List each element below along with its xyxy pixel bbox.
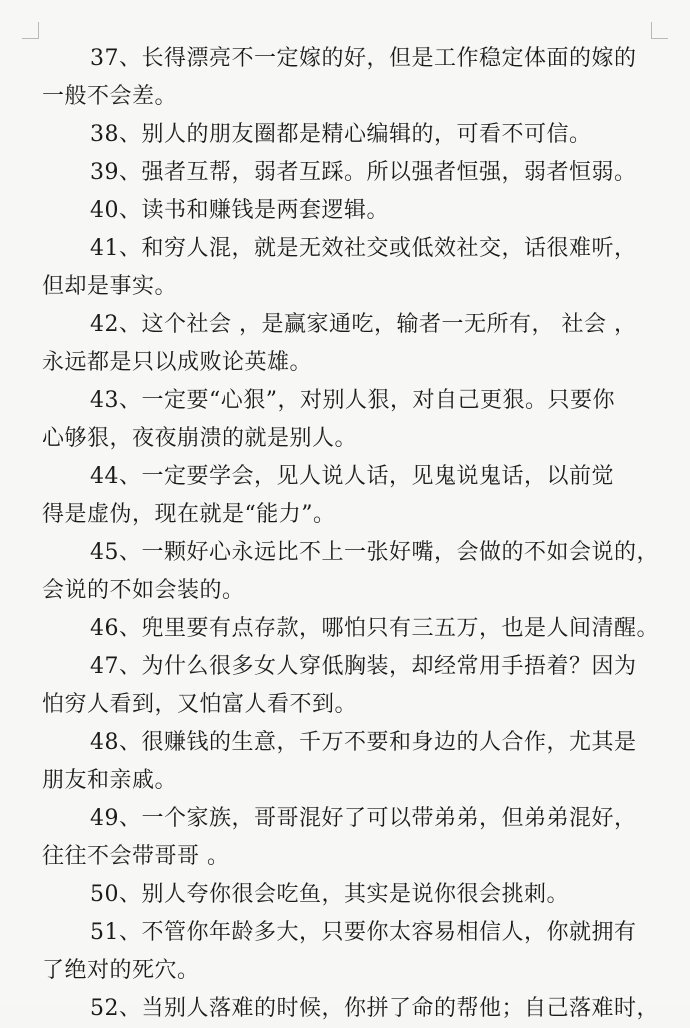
list-item-line: 43、一定要“心狠”，对别人狠，对自己更狠。只要你 (90, 388, 615, 413)
list-item (42, 154, 642, 192)
list-item-line: 永远都是只以成败论英雄。 (42, 350, 313, 375)
list-item-line: 47、为什么很多女人穿低胸装，却经常用手捂着？因为 (90, 654, 637, 679)
list-item (42, 876, 642, 914)
list-item-line: 但却是事实。 (42, 274, 178, 299)
list-item-line: 44、一定要学会，见人说人话，见鬼说鬼话，以前觉 (90, 464, 614, 489)
list-item-line: 46、兜里要有点存款，哪怕只有三五万，也是人间清醒。 (90, 616, 659, 641)
list-item (42, 230, 642, 306)
list-item-line: 朋友和亲戚。 (42, 768, 178, 793)
list-item-line: 49、一个家族，哥哥混好了可以带弟弟，但弟弟混好， (90, 806, 637, 831)
list-item (42, 382, 642, 458)
page-corner-mark-left (22, 22, 39, 39)
list-item (42, 990, 659, 1028)
list-item (42, 914, 642, 990)
list-item (42, 116, 642, 154)
list-item-line: 52、当别人落难的时候，你拼了命的帮他；自己落难时， (90, 996, 659, 1021)
list-item-line: 42、这个社会 ，是赢家通吃，输者一无所有， 社会 ， (90, 312, 637, 337)
list-item (42, 458, 642, 534)
list-item-line: 得是虚伪，现在就是“能力”。 (42, 502, 336, 527)
list-item-line: 45、一颗好心永远比不上一张好嘴，会做的不如会说的， (90, 540, 659, 565)
list-item-line: 会说的不如会装的。 (42, 578, 245, 603)
list-item-line: 50、别人夸你很会吃鱼，其实是说你很会挑刺。 (90, 882, 569, 907)
list-item-line: 往往不会带哥哥 。 (42, 844, 230, 869)
list-item (42, 306, 642, 382)
list-item (42, 534, 659, 610)
list-item (42, 192, 642, 230)
list-item-line: 38、别人的朋友圈都是精心编辑的，可看不可信。 (90, 122, 592, 147)
list-item-line: 51、不管你年龄多大，只要你太容易相信人，你就拥有 (90, 920, 637, 945)
list-item (42, 800, 642, 876)
list-item-line: 了绝对的死穴。 (42, 958, 200, 983)
list-item (42, 724, 642, 800)
list-item-line: 一般不会差。 (42, 84, 178, 109)
list-item-line: 怕穷人看到，又怕富人看不到。 (42, 692, 358, 717)
list-item (42, 40, 642, 116)
list-item-line: 37、长得漂亮不一定嫁的好，但是工作稳定体面的嫁的 (90, 46, 637, 71)
list-item-line: 40、读书和赚钱是两套逻辑。 (90, 198, 389, 223)
list-item-line: 48、很赚钱的生意，千万不要和身边的人合作，尤其是 (90, 730, 637, 755)
document-body (42, 40, 659, 1028)
list-item-line: 41、和穷人混，就是无效社交或低效社交，话很难听， (90, 236, 637, 261)
list-item-line: 39、强者互帮，弱者互踩。所以强者恒强，弱者恒弱。 (90, 160, 637, 185)
list-item (42, 610, 659, 648)
page-corner-mark-right (651, 22, 668, 39)
list-item-line: 心够狠，夜夜崩溃的就是别人。 (42, 426, 358, 451)
list-item (42, 648, 642, 724)
